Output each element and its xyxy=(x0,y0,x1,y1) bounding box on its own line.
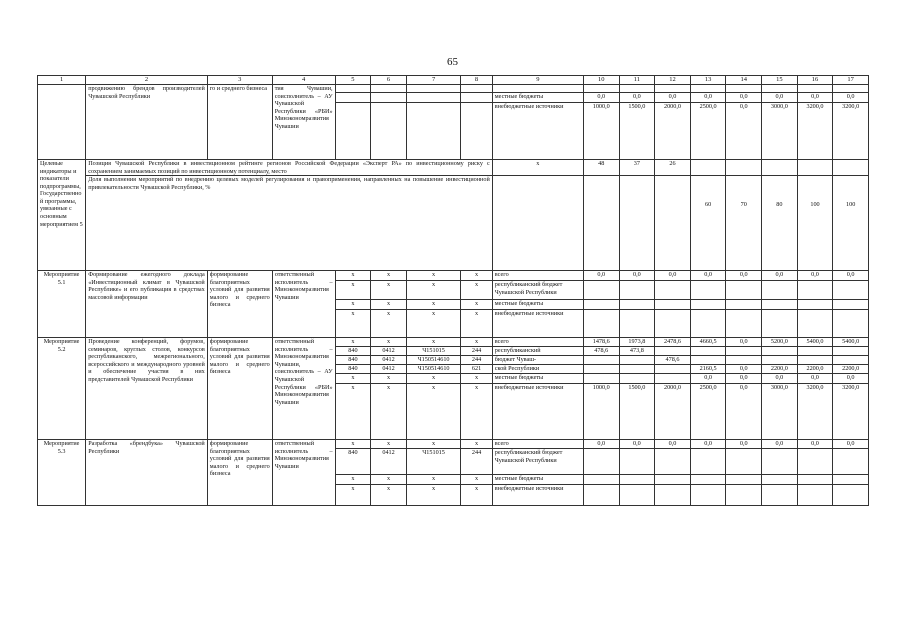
year-value xyxy=(833,160,869,176)
year-value xyxy=(655,85,691,93)
year-value: 0,0 xyxy=(619,93,655,103)
year-value xyxy=(655,176,691,271)
year-value xyxy=(762,485,798,506)
column-number: 7 xyxy=(406,76,460,85)
year-value xyxy=(583,300,619,310)
year-value: 0,0 xyxy=(726,103,762,160)
year-value: 0,0 xyxy=(833,93,869,103)
year-value: 1000,0 xyxy=(583,384,619,440)
budget-code: х xyxy=(406,338,460,347)
year-value xyxy=(619,485,655,506)
budget-code xyxy=(406,85,460,93)
year-value: 0,0 xyxy=(726,271,762,281)
budget-code xyxy=(461,103,492,160)
budget-code: х xyxy=(461,475,492,485)
year-value xyxy=(833,475,869,485)
year-value xyxy=(762,356,798,365)
year-value xyxy=(726,347,762,356)
year-value xyxy=(762,475,798,485)
budget-code: 840 xyxy=(335,365,371,374)
year-value: 5400,0 xyxy=(833,338,869,347)
table-row xyxy=(38,338,869,347)
year-value xyxy=(619,176,655,271)
indicator-row xyxy=(38,160,869,176)
budget-code: х xyxy=(371,485,407,506)
year-value xyxy=(690,485,726,506)
column-number: 3 xyxy=(207,76,272,85)
budget-code: х xyxy=(406,475,460,485)
year-value: 478,6 xyxy=(655,356,691,365)
executor: ответственный исполнитель – Минэкономразвития Чувашии xyxy=(272,440,335,506)
measure-title: продвижению брендов производителей Чувашской Республики xyxy=(86,85,208,160)
year-value xyxy=(655,475,691,485)
table-row xyxy=(38,440,869,449)
year-value xyxy=(797,160,833,176)
year-value xyxy=(797,300,833,310)
budget-code: х xyxy=(461,440,492,449)
budget-code: 0412 xyxy=(371,365,407,374)
year-value xyxy=(619,356,655,365)
year-value: 1500,0 xyxy=(619,384,655,440)
year-value: 3200,0 xyxy=(797,103,833,160)
year-value xyxy=(762,85,798,93)
page-number: 65 xyxy=(447,56,458,68)
budget-code: 621 xyxy=(461,365,492,374)
year-value: 0,0 xyxy=(726,338,762,347)
year-value: 0,0 xyxy=(655,93,691,103)
budget-code: х xyxy=(371,281,407,300)
year-value: 2000,0 xyxy=(655,103,691,160)
year-value xyxy=(690,300,726,310)
year-value: 3000,0 xyxy=(762,103,798,160)
budget-code: 0412 xyxy=(371,356,407,365)
measure-title: Проведение конференций, форумов, семинаров, круглых столов, конкурсов республиканского, межрегионального, всероссийского и международного уровней и обеспечение участия в них представителей Чувашской Республики xyxy=(86,338,208,440)
funding-source: республиканский бюджет Чувашской Республики xyxy=(492,281,583,300)
year-value: 100 xyxy=(833,176,869,271)
year-value xyxy=(762,281,798,300)
year-value xyxy=(833,347,869,356)
year-value xyxy=(833,281,869,300)
year-value xyxy=(619,281,655,300)
year-value xyxy=(655,300,691,310)
year-value: 478,6 xyxy=(583,347,619,356)
funding-source: всего xyxy=(492,338,583,347)
budget-code: Ч150514610 xyxy=(406,365,460,374)
indicator-unit xyxy=(492,176,583,271)
budget-code: х xyxy=(371,384,407,440)
expected-result: формирование благоприятных условий для развития малого и среднего бизнеса xyxy=(207,440,272,506)
year-value: 0,0 xyxy=(726,93,762,103)
budget-code: 244 xyxy=(461,449,492,475)
year-value: 0,0 xyxy=(619,440,655,449)
year-value xyxy=(583,85,619,93)
year-value xyxy=(583,176,619,271)
year-value: 473,8 xyxy=(619,347,655,356)
budget-code: х xyxy=(461,384,492,440)
budget-code: Ч151015 xyxy=(406,347,460,356)
budget-code: Ч150514610 xyxy=(406,356,460,365)
funding-source: внебюджетные источники xyxy=(492,103,583,160)
year-value: 0,0 xyxy=(797,271,833,281)
year-value xyxy=(583,485,619,506)
year-value xyxy=(619,475,655,485)
funding-source: бюджет Чуваш- xyxy=(492,356,583,365)
year-value xyxy=(690,475,726,485)
budget-code: х xyxy=(335,374,371,384)
year-value xyxy=(726,160,762,176)
budget-code xyxy=(335,85,371,93)
funding-source: местные бюджеты xyxy=(492,300,583,310)
column-number: 5 xyxy=(335,76,371,85)
column-number: 12 xyxy=(655,76,691,85)
budget-code xyxy=(335,103,371,160)
column-number: 6 xyxy=(371,76,407,85)
indicator-text: Доля выполнения мероприятий по внедрению целевых моделей регулирования и правоприменения, направленных на повышение инвестиционной привлекательности Чувашской Республики, % xyxy=(86,176,493,271)
budget-code: х xyxy=(335,440,371,449)
year-value xyxy=(726,281,762,300)
year-value: 0,0 xyxy=(797,93,833,103)
year-value: 0,0 xyxy=(690,440,726,449)
column-number: 15 xyxy=(762,76,798,85)
year-value xyxy=(619,449,655,475)
budget-code: х xyxy=(371,338,407,347)
year-value xyxy=(583,310,619,338)
year-value xyxy=(690,160,726,176)
year-value xyxy=(655,281,691,300)
executor: тия Чувашии, соисполнитель – АУ Чувашской Республики «РБИ» Минэкономразвития Чувашии xyxy=(272,85,335,160)
funding-source: всего xyxy=(492,440,583,449)
indicator-unit: х xyxy=(492,160,583,176)
year-value xyxy=(690,347,726,356)
column-number: 2 xyxy=(86,76,208,85)
year-value: 37 xyxy=(619,160,655,176)
budget-code: 840 xyxy=(335,356,371,365)
budget-code: х xyxy=(335,338,371,347)
funding-source: всего xyxy=(492,271,583,281)
budget-code xyxy=(371,85,407,93)
budget-code: х xyxy=(406,374,460,384)
funding-source xyxy=(492,85,583,93)
year-value: 0,0 xyxy=(797,374,833,384)
year-value: 2000,0 xyxy=(655,384,691,440)
year-value: 3000,0 xyxy=(762,384,798,440)
year-value: 0,0 xyxy=(690,271,726,281)
expected-result: го и среднего бизнеса xyxy=(207,85,272,160)
column-number: 13 xyxy=(690,76,726,85)
indicator-text: Позиция Чувашской Республики в инвестиционном рейтинге регионов Российской Федерации «Эксперт РА» по инвестиционному риску с сохранением занимаемых позиций по инвестиционному потенциалу, место xyxy=(86,160,493,176)
budget-code: 0412 xyxy=(371,449,407,475)
budget-code xyxy=(335,93,371,103)
program-table xyxy=(37,75,869,506)
year-value xyxy=(833,310,869,338)
budget-code: х xyxy=(335,271,371,281)
year-value xyxy=(726,310,762,338)
year-value xyxy=(655,310,691,338)
measure-number: Мероприятие 5.1 xyxy=(38,271,86,338)
budget-code: х xyxy=(461,310,492,338)
budget-code xyxy=(406,93,460,103)
budget-code: 0412 xyxy=(371,347,407,356)
year-value xyxy=(726,300,762,310)
indicators-label: Целевые индикаторы и показатели подпрограммы, Государственной программы, увязанные с основным мероприятием 5 xyxy=(38,160,86,271)
column-number: 11 xyxy=(619,76,655,85)
table-row xyxy=(38,85,869,93)
funding-source: республиканский бюджет Чувашской Республики xyxy=(492,449,583,475)
column-number: 16 xyxy=(797,76,833,85)
year-value: 0,0 xyxy=(762,374,798,384)
budget-code: 840 xyxy=(335,449,371,475)
year-value: 0,0 xyxy=(833,374,869,384)
year-value xyxy=(833,300,869,310)
budget-code: х xyxy=(461,338,492,347)
year-value xyxy=(690,310,726,338)
year-value: 0,0 xyxy=(797,440,833,449)
year-value: 60 xyxy=(690,176,726,271)
budget-code: х xyxy=(461,374,492,384)
year-value: 1000,0 xyxy=(583,103,619,160)
budget-code xyxy=(371,93,407,103)
year-value: 0,0 xyxy=(726,374,762,384)
year-value xyxy=(655,485,691,506)
budget-code xyxy=(461,93,492,103)
year-value xyxy=(762,300,798,310)
year-value: 0,0 xyxy=(726,440,762,449)
year-value xyxy=(797,281,833,300)
budget-code: х xyxy=(335,485,371,506)
measure-title: Разработка «брендбука» Чувашской Республики xyxy=(86,440,208,506)
year-value xyxy=(619,310,655,338)
year-value: 0,0 xyxy=(655,440,691,449)
year-value xyxy=(797,356,833,365)
column-number: 4 xyxy=(272,76,335,85)
year-value: 0,0 xyxy=(833,271,869,281)
budget-code: х xyxy=(371,271,407,281)
year-value: 2200,0 xyxy=(797,365,833,374)
funding-source: местные бюджеты xyxy=(492,93,583,103)
budget-code: х xyxy=(406,440,460,449)
budget-code xyxy=(406,103,460,160)
year-value xyxy=(797,449,833,475)
year-value: 0,0 xyxy=(583,440,619,449)
budget-code: х xyxy=(406,300,460,310)
year-value xyxy=(762,310,798,338)
budget-code: х xyxy=(371,300,407,310)
year-value: 0,0 xyxy=(762,93,798,103)
budget-code: х xyxy=(371,440,407,449)
budget-code: Ч151015 xyxy=(406,449,460,475)
budget-code: х xyxy=(406,281,460,300)
executor: ответственный исполнитель – Минэкономразвития Чувашии, соисполнитель – АУ Чувашской Республики «РБИ» Минэкономразвития Чувашии xyxy=(272,338,335,440)
funding-source: местные бюджеты xyxy=(492,475,583,485)
year-value: 80 xyxy=(762,176,798,271)
budget-code: х xyxy=(371,310,407,338)
column-number: 10 xyxy=(583,76,619,85)
budget-code: х xyxy=(461,300,492,310)
year-value: 1973,8 xyxy=(619,338,655,347)
year-value xyxy=(797,310,833,338)
year-value xyxy=(726,485,762,506)
budget-code: 244 xyxy=(461,356,492,365)
year-value: 0,0 xyxy=(619,271,655,281)
year-value: 100 xyxy=(797,176,833,271)
budget-code: х xyxy=(371,374,407,384)
year-value xyxy=(762,347,798,356)
year-value: 0,0 xyxy=(655,271,691,281)
column-number: 14 xyxy=(726,76,762,85)
year-value xyxy=(619,85,655,93)
year-value: 70 xyxy=(726,176,762,271)
year-value: 0,0 xyxy=(762,271,798,281)
year-value xyxy=(655,449,691,475)
year-value: 3200,0 xyxy=(833,384,869,440)
year-value xyxy=(690,85,726,93)
year-value xyxy=(655,374,691,384)
funding-source: внебюджетные источники xyxy=(492,384,583,440)
year-value: 26 xyxy=(655,160,691,176)
year-value: 0,0 xyxy=(583,271,619,281)
budget-code: 244 xyxy=(461,347,492,356)
expected-result: формирование благоприятных условий для развития малого и среднего бизнеса xyxy=(207,271,272,338)
budget-code: х xyxy=(335,281,371,300)
year-value xyxy=(762,449,798,475)
budget-code xyxy=(461,85,492,93)
year-value xyxy=(833,485,869,506)
year-value xyxy=(583,281,619,300)
year-value xyxy=(797,485,833,506)
year-value xyxy=(797,347,833,356)
budget-code: х xyxy=(461,271,492,281)
funding-source: внебюджетные источники xyxy=(492,485,583,506)
table-row xyxy=(38,271,869,281)
year-value: 3200,0 xyxy=(797,384,833,440)
executor: ответственный исполнитель – Минэкономразвития Чувашии xyxy=(272,271,335,338)
budget-code: 840 xyxy=(335,347,371,356)
year-value xyxy=(797,85,833,93)
year-value xyxy=(583,356,619,365)
year-value: 2500,0 xyxy=(690,384,726,440)
year-value: 0,0 xyxy=(583,93,619,103)
year-value xyxy=(726,475,762,485)
year-value: 0,0 xyxy=(762,440,798,449)
year-value: 0,0 xyxy=(833,440,869,449)
column-number: 17 xyxy=(833,76,869,85)
column-number: 1 xyxy=(38,76,86,85)
year-value xyxy=(655,347,691,356)
year-value xyxy=(726,449,762,475)
year-value: 1500,0 xyxy=(619,103,655,160)
budget-code: х xyxy=(335,310,371,338)
year-value xyxy=(726,85,762,93)
budget-code: х xyxy=(335,475,371,485)
year-value: 3200,0 xyxy=(833,103,869,160)
funding-source: внебюджетные источники xyxy=(492,310,583,338)
year-value: 2478,6 xyxy=(655,338,691,347)
year-value xyxy=(690,281,726,300)
budget-code: х xyxy=(335,384,371,440)
year-value: 0,0 xyxy=(690,93,726,103)
year-value: 2500,0 xyxy=(690,103,726,160)
year-value: 4660,5 xyxy=(690,338,726,347)
year-value xyxy=(583,449,619,475)
column-number: 8 xyxy=(461,76,492,85)
year-value xyxy=(690,356,726,365)
budget-code: х xyxy=(406,485,460,506)
expected-result: формирование благоприятных условий для развития малого и среднего бизнеса xyxy=(207,338,272,440)
budget-code: х xyxy=(371,475,407,485)
year-value xyxy=(619,300,655,310)
year-value: 2160,5 xyxy=(690,365,726,374)
year-value xyxy=(583,475,619,485)
funding-source: республиканский xyxy=(492,347,583,356)
budget-code: х xyxy=(406,271,460,281)
year-value xyxy=(833,449,869,475)
year-value: 0,0 xyxy=(690,374,726,384)
row-label xyxy=(38,85,86,160)
year-value: 0,0 xyxy=(726,384,762,440)
year-value xyxy=(726,356,762,365)
column-number: 9 xyxy=(492,76,583,85)
year-value xyxy=(655,365,691,374)
budget-code xyxy=(371,103,407,160)
budget-code: х xyxy=(461,485,492,506)
year-value: 0,0 xyxy=(726,365,762,374)
year-value xyxy=(762,160,798,176)
year-value xyxy=(833,356,869,365)
year-value: 5400,0 xyxy=(797,338,833,347)
year-value: 2200,0 xyxy=(762,365,798,374)
measure-number: Мероприятие 5.3 xyxy=(38,440,86,506)
year-value xyxy=(619,365,655,374)
funding-source: местные бюджеты xyxy=(492,374,583,384)
year-value: 2200,0 xyxy=(833,365,869,374)
budget-code: х xyxy=(406,310,460,338)
year-value: 1478,6 xyxy=(583,338,619,347)
year-value: 5200,0 xyxy=(762,338,798,347)
year-value xyxy=(833,85,869,93)
year-value xyxy=(797,475,833,485)
indicator-row xyxy=(38,176,869,271)
measure-number: Мероприятие 5.2 xyxy=(38,338,86,440)
measure-title: Формирование ежегодного доклада «Инвестиционный климат в Чувашской Республике» и его публикация в средствах массовой информации xyxy=(86,271,208,338)
year-value xyxy=(690,449,726,475)
year-value xyxy=(583,365,619,374)
year-value: 48 xyxy=(583,160,619,176)
budget-code: х xyxy=(335,300,371,310)
header-row xyxy=(38,76,869,85)
year-value xyxy=(583,374,619,384)
budget-code: х xyxy=(406,384,460,440)
budget-code: х xyxy=(461,281,492,300)
funding-source: ской Республики xyxy=(492,365,583,374)
year-value xyxy=(619,374,655,384)
